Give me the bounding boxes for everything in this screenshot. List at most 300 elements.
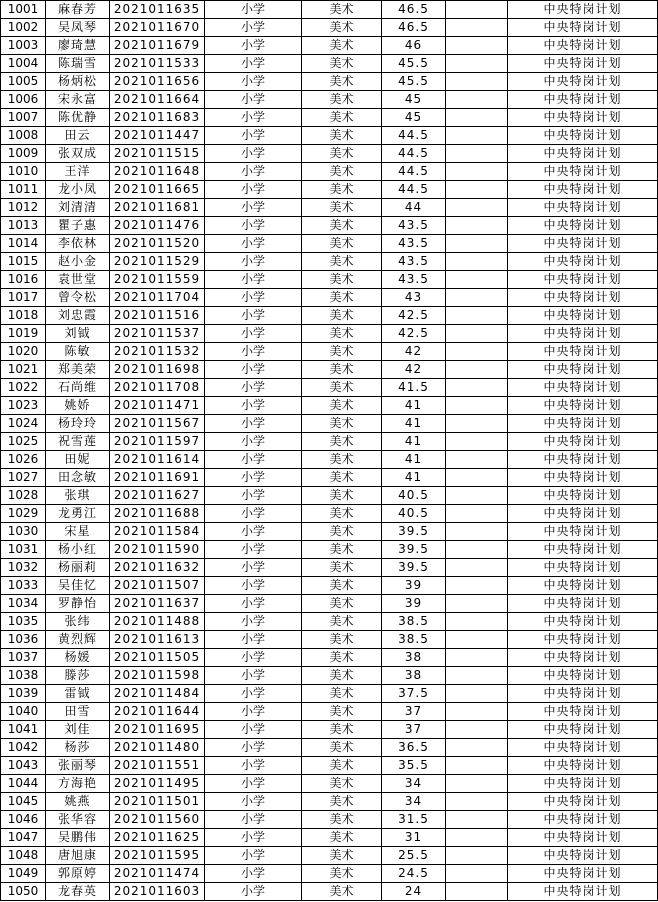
empty-cell bbox=[446, 1, 508, 19]
score-cell: 43.5 bbox=[382, 235, 446, 253]
subject-cell: 美术 bbox=[302, 163, 382, 181]
school-stage-cell: 小学 bbox=[205, 109, 302, 127]
candidate-name-cell: 田云 bbox=[46, 127, 110, 145]
candidate-name-cell: 杨炳松 bbox=[46, 73, 110, 91]
empty-cell bbox=[446, 613, 508, 631]
score-cell: 37 bbox=[382, 721, 446, 739]
table-row bbox=[1, 397, 658, 415]
candidate-name-cell: 刘佳 bbox=[46, 721, 110, 739]
program-cell: 中央特岗计划 bbox=[508, 289, 658, 307]
serial-number-cell: 1012 bbox=[1, 199, 46, 217]
school-stage-cell: 小学 bbox=[205, 883, 302, 901]
empty-cell bbox=[446, 775, 508, 793]
program-cell: 中央特岗计划 bbox=[508, 631, 658, 649]
serial-number-cell: 1045 bbox=[1, 793, 46, 811]
candidate-name-cell: 王洋 bbox=[46, 163, 110, 181]
exam-id-cell: 2021011704 bbox=[110, 289, 205, 307]
exam-id-cell: 2021011670 bbox=[110, 19, 205, 37]
school-stage-cell: 小学 bbox=[205, 865, 302, 883]
serial-number-cell: 1019 bbox=[1, 325, 46, 343]
candidate-name-cell: 雷钺 bbox=[46, 685, 110, 703]
table-row bbox=[1, 541, 658, 559]
subject-cell: 美术 bbox=[302, 523, 382, 541]
school-stage-cell: 小学 bbox=[205, 91, 302, 109]
serial-number-cell: 1028 bbox=[1, 487, 46, 505]
empty-cell bbox=[446, 37, 508, 55]
score-cell: 36.5 bbox=[382, 739, 446, 757]
school-stage-cell: 小学 bbox=[205, 793, 302, 811]
exam-id-cell: 2021011708 bbox=[110, 379, 205, 397]
candidate-name-cell: 滕莎 bbox=[46, 667, 110, 685]
exam-id-cell: 2021011559 bbox=[110, 271, 205, 289]
table-row bbox=[1, 523, 658, 541]
score-cell: 41 bbox=[382, 451, 446, 469]
school-stage-cell: 小学 bbox=[205, 523, 302, 541]
exam-id-cell: 2021011595 bbox=[110, 847, 205, 865]
table-row bbox=[1, 667, 658, 685]
program-cell: 中央特岗计划 bbox=[508, 721, 658, 739]
subject-cell: 美术 bbox=[302, 595, 382, 613]
serial-number-cell: 1040 bbox=[1, 703, 46, 721]
school-stage-cell: 小学 bbox=[205, 577, 302, 595]
program-cell: 中央特岗计划 bbox=[508, 883, 658, 901]
program-cell: 中央特岗计划 bbox=[508, 649, 658, 667]
score-cell: 43 bbox=[382, 289, 446, 307]
program-cell: 中央特岗计划 bbox=[508, 829, 658, 847]
serial-number-cell: 1008 bbox=[1, 127, 46, 145]
table-row bbox=[1, 343, 658, 361]
school-stage-cell: 小学 bbox=[205, 667, 302, 685]
empty-cell bbox=[446, 199, 508, 217]
table-row bbox=[1, 109, 658, 127]
serial-number-cell: 1043 bbox=[1, 757, 46, 775]
candidate-name-cell: 郭原婷 bbox=[46, 865, 110, 883]
program-cell: 中央特岗计划 bbox=[508, 487, 658, 505]
exam-id-cell: 2021011644 bbox=[110, 703, 205, 721]
program-cell: 中央特岗计划 bbox=[508, 469, 658, 487]
empty-cell bbox=[446, 451, 508, 469]
empty-cell bbox=[446, 703, 508, 721]
program-cell: 中央特岗计划 bbox=[508, 379, 658, 397]
candidate-name-cell: 姚燕 bbox=[46, 793, 110, 811]
program-cell: 中央特岗计划 bbox=[508, 343, 658, 361]
empty-cell bbox=[446, 469, 508, 487]
score-cell: 42.5 bbox=[382, 325, 446, 343]
score-cell: 44 bbox=[382, 199, 446, 217]
school-stage-cell: 小学 bbox=[205, 595, 302, 613]
subject-cell: 美术 bbox=[302, 37, 382, 55]
score-cell: 41 bbox=[382, 415, 446, 433]
school-stage-cell: 小学 bbox=[205, 37, 302, 55]
table-row bbox=[1, 451, 658, 469]
serial-number-cell: 1025 bbox=[1, 433, 46, 451]
school-stage-cell: 小学 bbox=[205, 469, 302, 487]
table-row bbox=[1, 703, 658, 721]
score-cell: 41 bbox=[382, 397, 446, 415]
school-stage-cell: 小学 bbox=[205, 127, 302, 145]
subject-cell: 美术 bbox=[302, 433, 382, 451]
subject-cell: 美术 bbox=[302, 451, 382, 469]
exam-id-cell: 2021011476 bbox=[110, 217, 205, 235]
empty-cell bbox=[446, 667, 508, 685]
table-row bbox=[1, 739, 658, 757]
serial-number-cell: 1032 bbox=[1, 559, 46, 577]
serial-number-cell: 1024 bbox=[1, 415, 46, 433]
candidate-name-cell: 吴凤琴 bbox=[46, 19, 110, 37]
score-cell: 35.5 bbox=[382, 757, 446, 775]
serial-number-cell: 1004 bbox=[1, 55, 46, 73]
exam-id-cell: 2021011529 bbox=[110, 253, 205, 271]
subject-cell: 美术 bbox=[302, 541, 382, 559]
serial-number-cell: 1002 bbox=[1, 19, 46, 37]
candidate-name-cell: 陈瑞雪 bbox=[46, 55, 110, 73]
empty-cell bbox=[446, 631, 508, 649]
school-stage-cell: 小学 bbox=[205, 163, 302, 181]
subject-cell: 美术 bbox=[302, 559, 382, 577]
candidate-name-cell: 吴佳忆 bbox=[46, 577, 110, 595]
table-row bbox=[1, 757, 658, 775]
program-cell: 中央特岗计划 bbox=[508, 91, 658, 109]
subject-cell: 美术 bbox=[302, 181, 382, 199]
program-cell: 中央特岗计划 bbox=[508, 109, 658, 127]
school-stage-cell: 小学 bbox=[205, 73, 302, 91]
score-cell: 46.5 bbox=[382, 19, 446, 37]
subject-cell: 美术 bbox=[302, 217, 382, 235]
program-cell: 中央特岗计划 bbox=[508, 415, 658, 433]
table-row bbox=[1, 361, 658, 379]
subject-cell: 美术 bbox=[302, 1, 382, 19]
subject-cell: 美术 bbox=[302, 685, 382, 703]
serial-number-cell: 1027 bbox=[1, 469, 46, 487]
exam-id-cell: 2021011598 bbox=[110, 667, 205, 685]
subject-cell: 美术 bbox=[302, 577, 382, 595]
subject-cell: 美术 bbox=[302, 649, 382, 667]
school-stage-cell: 小学 bbox=[205, 613, 302, 631]
exam-id-cell: 2021011613 bbox=[110, 631, 205, 649]
table-row bbox=[1, 145, 658, 163]
exam-id-cell: 2021011635 bbox=[110, 1, 205, 19]
score-cell: 42.5 bbox=[382, 307, 446, 325]
school-stage-cell: 小学 bbox=[205, 505, 302, 523]
empty-cell bbox=[446, 505, 508, 523]
candidate-name-cell: 龙春英 bbox=[46, 883, 110, 901]
exam-id-cell: 2021011664 bbox=[110, 91, 205, 109]
table-row bbox=[1, 199, 658, 217]
exam-id-cell: 2021011625 bbox=[110, 829, 205, 847]
serial-number-cell: 1007 bbox=[1, 109, 46, 127]
candidate-name-cell: 杨丽莉 bbox=[46, 559, 110, 577]
table-row bbox=[1, 577, 658, 595]
empty-cell bbox=[446, 163, 508, 181]
score-cell: 45.5 bbox=[382, 55, 446, 73]
exam-id-cell: 2021011567 bbox=[110, 415, 205, 433]
program-cell: 中央特岗计划 bbox=[508, 235, 658, 253]
score-cell: 44.5 bbox=[382, 163, 446, 181]
score-cell: 45 bbox=[382, 109, 446, 127]
table-row bbox=[1, 649, 658, 667]
exam-id-cell: 2021011520 bbox=[110, 235, 205, 253]
table-row bbox=[1, 883, 658, 901]
serial-number-cell: 1050 bbox=[1, 883, 46, 901]
program-cell: 中央特岗计划 bbox=[508, 451, 658, 469]
program-cell: 中央特岗计划 bbox=[508, 253, 658, 271]
table-row bbox=[1, 775, 658, 793]
empty-cell bbox=[446, 811, 508, 829]
empty-cell bbox=[446, 253, 508, 271]
exam-id-cell: 2021011603 bbox=[110, 883, 205, 901]
candidate-name-cell: 田妮 bbox=[46, 451, 110, 469]
score-cell: 45 bbox=[382, 91, 446, 109]
empty-cell bbox=[446, 127, 508, 145]
program-cell: 中央特岗计划 bbox=[508, 703, 658, 721]
score-cell: 39.5 bbox=[382, 559, 446, 577]
school-stage-cell: 小学 bbox=[205, 289, 302, 307]
exam-id-cell: 2021011627 bbox=[110, 487, 205, 505]
candidate-name-cell: 龙勇江 bbox=[46, 505, 110, 523]
subject-cell: 美术 bbox=[302, 55, 382, 73]
exam-id-cell: 2021011532 bbox=[110, 343, 205, 361]
table-row bbox=[1, 811, 658, 829]
subject-cell: 美术 bbox=[302, 289, 382, 307]
exam-id-cell: 2021011584 bbox=[110, 523, 205, 541]
subject-cell: 美术 bbox=[302, 883, 382, 901]
program-cell: 中央特岗计划 bbox=[508, 865, 658, 883]
score-cell: 42 bbox=[382, 361, 446, 379]
serial-number-cell: 1047 bbox=[1, 829, 46, 847]
exam-id-cell: 2021011597 bbox=[110, 433, 205, 451]
school-stage-cell: 小学 bbox=[205, 397, 302, 415]
subject-cell: 美术 bbox=[302, 469, 382, 487]
empty-cell bbox=[446, 847, 508, 865]
subject-cell: 美术 bbox=[302, 811, 382, 829]
school-stage-cell: 小学 bbox=[205, 811, 302, 829]
table-row bbox=[1, 487, 658, 505]
candidate-name-cell: 麻春芳 bbox=[46, 1, 110, 19]
score-cell: 45.5 bbox=[382, 73, 446, 91]
score-cell: 38 bbox=[382, 667, 446, 685]
candidate-name-cell: 祝雪莲 bbox=[46, 433, 110, 451]
exam-id-cell: 2021011683 bbox=[110, 109, 205, 127]
school-stage-cell: 小学 bbox=[205, 145, 302, 163]
school-stage-cell: 小学 bbox=[205, 847, 302, 865]
empty-cell bbox=[446, 307, 508, 325]
table-row bbox=[1, 19, 658, 37]
exam-id-cell: 2021011537 bbox=[110, 325, 205, 343]
table-row bbox=[1, 613, 658, 631]
score-cell: 46.5 bbox=[382, 1, 446, 19]
exam-id-cell: 2021011648 bbox=[110, 163, 205, 181]
table-row bbox=[1, 847, 658, 865]
exam-id-cell: 2021011488 bbox=[110, 613, 205, 631]
score-cell: 31.5 bbox=[382, 811, 446, 829]
serial-number-cell: 1013 bbox=[1, 217, 46, 235]
exam-id-cell: 2021011495 bbox=[110, 775, 205, 793]
subject-cell: 美术 bbox=[302, 703, 382, 721]
score-cell: 42 bbox=[382, 343, 446, 361]
candidate-name-cell: 李依林 bbox=[46, 235, 110, 253]
table-row bbox=[1, 469, 658, 487]
candidate-name-cell: 田雪 bbox=[46, 703, 110, 721]
program-cell: 中央特岗计划 bbox=[508, 361, 658, 379]
exam-id-cell: 2021011505 bbox=[110, 649, 205, 667]
subject-cell: 美术 bbox=[302, 793, 382, 811]
table-row bbox=[1, 793, 658, 811]
empty-cell bbox=[446, 379, 508, 397]
subject-cell: 美术 bbox=[302, 73, 382, 91]
school-stage-cell: 小学 bbox=[205, 451, 302, 469]
school-stage-cell: 小学 bbox=[205, 703, 302, 721]
program-cell: 中央特岗计划 bbox=[508, 325, 658, 343]
subject-cell: 美术 bbox=[302, 865, 382, 883]
candidate-name-cell: 方海艳 bbox=[46, 775, 110, 793]
serial-number-cell: 1037 bbox=[1, 649, 46, 667]
score-cell: 38.5 bbox=[382, 631, 446, 649]
candidate-name-cell: 唐旭康 bbox=[46, 847, 110, 865]
serial-number-cell: 1014 bbox=[1, 235, 46, 253]
serial-number-cell: 1009 bbox=[1, 145, 46, 163]
exam-id-cell: 2021011484 bbox=[110, 685, 205, 703]
serial-number-cell: 1018 bbox=[1, 307, 46, 325]
serial-number-cell: 1034 bbox=[1, 595, 46, 613]
program-cell: 中央特岗计划 bbox=[508, 847, 658, 865]
exam-id-cell: 2021011515 bbox=[110, 145, 205, 163]
subject-cell: 美术 bbox=[302, 397, 382, 415]
empty-cell bbox=[446, 289, 508, 307]
serial-number-cell: 1046 bbox=[1, 811, 46, 829]
empty-cell bbox=[446, 181, 508, 199]
score-cell: 43.5 bbox=[382, 271, 446, 289]
empty-cell bbox=[446, 343, 508, 361]
serial-number-cell: 1006 bbox=[1, 91, 46, 109]
school-stage-cell: 小学 bbox=[205, 415, 302, 433]
serial-number-cell: 1015 bbox=[1, 253, 46, 271]
program-cell: 中央特岗计划 bbox=[508, 1, 658, 19]
program-cell: 中央特岗计划 bbox=[508, 145, 658, 163]
empty-cell bbox=[446, 541, 508, 559]
candidate-name-cell: 杨小红 bbox=[46, 541, 110, 559]
exam-id-cell: 2021011474 bbox=[110, 865, 205, 883]
subject-cell: 美术 bbox=[302, 253, 382, 271]
program-cell: 中央特岗计划 bbox=[508, 559, 658, 577]
exam-id-cell: 2021011516 bbox=[110, 307, 205, 325]
empty-cell bbox=[446, 757, 508, 775]
empty-cell bbox=[446, 433, 508, 451]
school-stage-cell: 小学 bbox=[205, 307, 302, 325]
table-row bbox=[1, 307, 658, 325]
candidate-name-cell: 龙小凤 bbox=[46, 181, 110, 199]
serial-number-cell: 1005 bbox=[1, 73, 46, 91]
empty-cell bbox=[446, 415, 508, 433]
program-cell: 中央特岗计划 bbox=[508, 595, 658, 613]
score-cell: 39 bbox=[382, 577, 446, 595]
score-cell: 38 bbox=[382, 649, 446, 667]
school-stage-cell: 小学 bbox=[205, 685, 302, 703]
table-body bbox=[1, 1, 658, 901]
score-cell: 39.5 bbox=[382, 523, 446, 541]
program-cell: 中央特岗计划 bbox=[508, 37, 658, 55]
exam-id-cell: 2021011560 bbox=[110, 811, 205, 829]
candidate-name-cell: 吴鹏伟 bbox=[46, 829, 110, 847]
program-cell: 中央特岗计划 bbox=[508, 577, 658, 595]
program-cell: 中央特岗计划 bbox=[508, 307, 658, 325]
serial-number-cell: 1020 bbox=[1, 343, 46, 361]
score-cell: 37 bbox=[382, 703, 446, 721]
table-row bbox=[1, 73, 658, 91]
table-row bbox=[1, 55, 658, 73]
serial-number-cell: 1035 bbox=[1, 613, 46, 631]
serial-number-cell: 1039 bbox=[1, 685, 46, 703]
serial-number-cell: 1026 bbox=[1, 451, 46, 469]
subject-cell: 美术 bbox=[302, 415, 382, 433]
empty-cell bbox=[446, 523, 508, 541]
table-row bbox=[1, 217, 658, 235]
exam-id-cell: 2021011614 bbox=[110, 451, 205, 469]
subject-cell: 美术 bbox=[302, 19, 382, 37]
empty-cell bbox=[446, 325, 508, 343]
score-cell: 31 bbox=[382, 829, 446, 847]
school-stage-cell: 小学 bbox=[205, 775, 302, 793]
serial-number-cell: 1029 bbox=[1, 505, 46, 523]
exam-id-cell: 2021011679 bbox=[110, 37, 205, 55]
score-cell: 43.5 bbox=[382, 217, 446, 235]
serial-number-cell: 1044 bbox=[1, 775, 46, 793]
program-cell: 中央特岗计划 bbox=[508, 271, 658, 289]
empty-cell bbox=[446, 145, 508, 163]
program-cell: 中央特岗计划 bbox=[508, 127, 658, 145]
candidate-name-cell: 杨媛 bbox=[46, 649, 110, 667]
exam-id-cell: 2021011698 bbox=[110, 361, 205, 379]
subject-cell: 美术 bbox=[302, 757, 382, 775]
serial-number-cell: 1016 bbox=[1, 271, 46, 289]
serial-number-cell: 1023 bbox=[1, 397, 46, 415]
subject-cell: 美术 bbox=[302, 721, 382, 739]
score-cell: 40.5 bbox=[382, 487, 446, 505]
table-row bbox=[1, 559, 658, 577]
exam-id-cell: 2021011681 bbox=[110, 199, 205, 217]
empty-cell bbox=[446, 883, 508, 901]
serial-number-cell: 1049 bbox=[1, 865, 46, 883]
serial-number-cell: 1003 bbox=[1, 37, 46, 55]
score-cell: 34 bbox=[382, 793, 446, 811]
subject-cell: 美术 bbox=[302, 235, 382, 253]
table-row bbox=[1, 253, 658, 271]
program-cell: 中央特岗计划 bbox=[508, 739, 658, 757]
school-stage-cell: 小学 bbox=[205, 181, 302, 199]
candidate-name-cell: 张纬 bbox=[46, 613, 110, 631]
candidate-name-cell: 郑美荣 bbox=[46, 361, 110, 379]
program-cell: 中央特岗计划 bbox=[508, 667, 658, 685]
program-cell: 中央特岗计划 bbox=[508, 793, 658, 811]
program-cell: 中央特岗计划 bbox=[508, 505, 658, 523]
serial-number-cell: 1011 bbox=[1, 181, 46, 199]
exam-id-cell: 2021011688 bbox=[110, 505, 205, 523]
table-row bbox=[1, 631, 658, 649]
school-stage-cell: 小学 bbox=[205, 433, 302, 451]
candidate-name-cell: 田念敏 bbox=[46, 469, 110, 487]
empty-cell bbox=[446, 55, 508, 73]
subject-cell: 美术 bbox=[302, 271, 382, 289]
subject-cell: 美术 bbox=[302, 505, 382, 523]
score-cell: 24.5 bbox=[382, 865, 446, 883]
serial-number-cell: 1041 bbox=[1, 721, 46, 739]
candidate-name-cell: 黄烈辉 bbox=[46, 631, 110, 649]
table-row bbox=[1, 163, 658, 181]
school-stage-cell: 小学 bbox=[205, 235, 302, 253]
subject-cell: 美术 bbox=[302, 127, 382, 145]
subject-cell: 美术 bbox=[302, 613, 382, 631]
exam-id-cell: 2021011665 bbox=[110, 181, 205, 199]
empty-cell bbox=[446, 865, 508, 883]
